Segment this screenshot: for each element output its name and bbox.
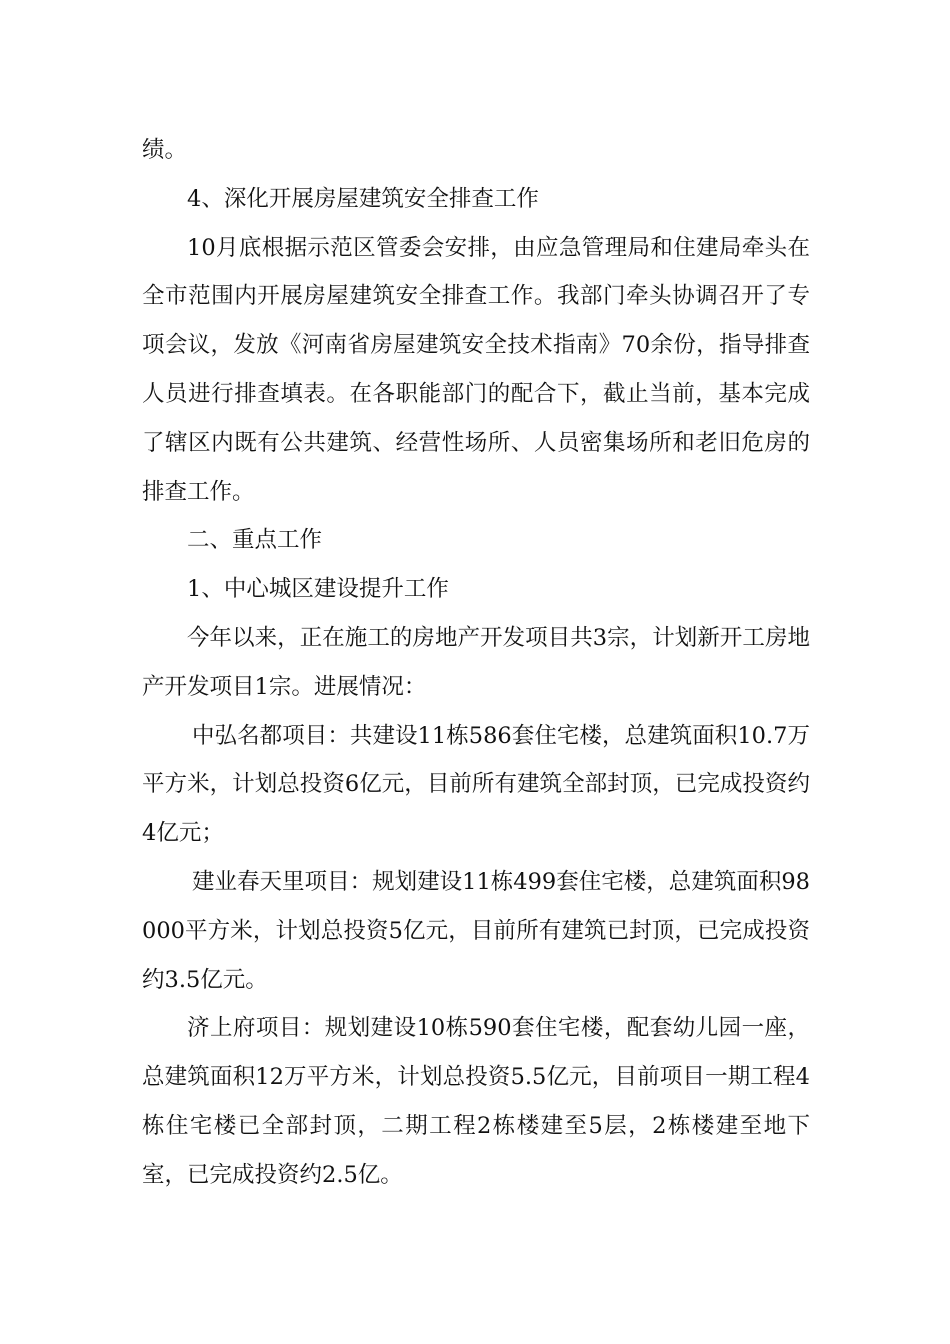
heading-key-work: 二、重点工作: [187, 527, 323, 554]
heading-city-center: 1、中心城区建设提升工作: [187, 576, 449, 603]
paragraph-safety-inspection: 10月底根据示范区管委会安排，由应急管理局和住建局牵头在全市范围内开展房屋建筑安全排查工作。我部门牵头协调召开了专项会议，发放《河南省房屋建筑安全技术指南》70余份，指导排查人员进行排查填表。在各职能部门的配合下，截止当前，基本完成了辖区内既有公共建筑、经营性场所、人员密集场所和老旧危房的排查工作。: [142, 234, 810, 505]
paragraph-jishangfu-project: 济上府项目：规划建设10栋590套住宅楼，配套幼儿园一座，总建筑面积12万平方米，计划总投资5.5亿元，目前项目一期工程4栋住宅楼已全部封顶，二期工程2栋楼建至5层，2栋楼建至地下室，已完成投资约2.5亿。: [142, 1015, 810, 1188]
paragraph-jianye-project: 建业春天里项目：规划建设11栋499套住宅楼，总建筑面积98000平方米，计划总投资5亿元，目前所有建筑已封顶，已完成投资约3.5亿元。: [142, 868, 810, 993]
heading-safety-inspection: 4、深化开展房屋建筑安全排查工作: [187, 185, 539, 212]
paragraph-continuation: 绩。: [142, 137, 188, 163]
document-body: [142, 126, 810, 1200]
paragraph-overview: 今年以来，正在施工的房地产开发项目共3宗，计划新开工房地产开发项目1宗。进展情况：: [142, 624, 810, 700]
paragraph-zhonghong-project: 中弘名都项目：共建设11栋586套住宅楼，总建筑面积10.7万平方米，计划总投资6亿元，目前所有建筑全部封顶，已完成投资约4亿元；: [142, 722, 810, 847]
